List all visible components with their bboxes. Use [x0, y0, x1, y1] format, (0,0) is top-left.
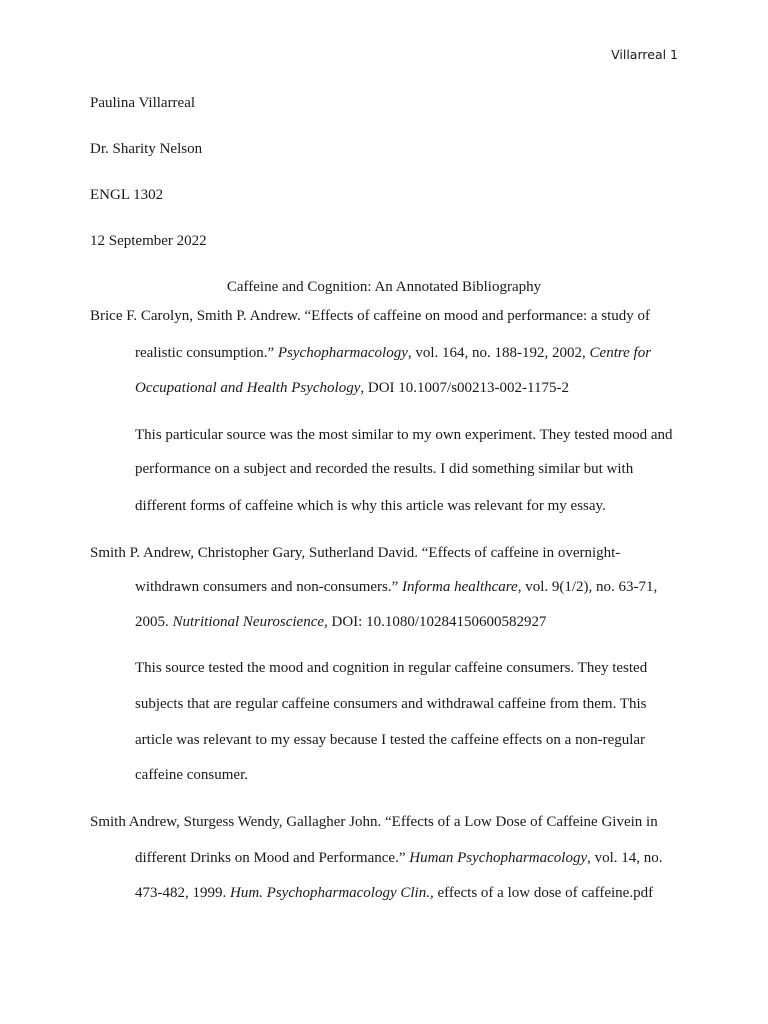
citation-run: , vol. 164, no. 188-192, 2002,	[407, 345, 590, 361]
citation-run: , DOI: 10.1080/10284150600582927	[324, 614, 547, 630]
citation-run: Brice F. Carolyn, Smith P. Andrew. “Effects of caffeine on mood and performance: a study of	[90, 308, 651, 324]
instructor-name: Dr. Sharity Nelson	[90, 141, 203, 157]
citation-run: , DOI 10.1007/s00213-002-1175-2	[360, 380, 569, 396]
entry-1-citation-line-1	[90, 307, 650, 325]
citation-run: Smith P. Andrew, Christopher Gary, Sutherland David. “Effects of caffeine in overnight-	[90, 545, 621, 561]
citation-run: , vol. 9(1/2), no. 63-71,	[517, 579, 658, 595]
entry-2-citation-line-3	[135, 613, 547, 631]
entry-2-annotation-line-3: article was relevant to my essay because I tested the caffeine effects on a non-regular	[135, 732, 646, 748]
citation-italic-run: Hum. Psychopharmacology Clin.	[230, 885, 430, 901]
citation-run: withdrawn consumers and non-consumers.”	[135, 579, 403, 595]
entry-2-annotation-line-1: This source tested the mood and cognition in regular caffeine consumers. They tested	[135, 660, 648, 676]
citation-run: 2005.	[135, 614, 173, 630]
citation-italic-run: Occupational and Health Psychology	[135, 380, 361, 396]
entry-3-citation-line-3	[135, 884, 653, 902]
citation-italic-run: Informa healthcare	[402, 579, 518, 595]
citation-run: realistic consumption.”	[135, 345, 278, 361]
entry-1-annotation-line-3: different forms of caffeine which is why this article was relevant for my essay.	[135, 498, 606, 514]
entry-2-annotation-line-2: subjects that are regular caffeine consumers and withdrawal caffeine from them. This	[135, 696, 647, 712]
entry-2-citation-line-2	[135, 578, 657, 596]
citation-run: Smith Andrew, Sturgess Wendy, Gallagher John. “Effects of a Low Dose of Caffeine Givein in	[90, 814, 658, 830]
entry-1-annotation-line-2: performance on a subject and recorded the results. I did something similar but with	[135, 461, 634, 477]
course-name: ENGL 1302	[90, 187, 164, 203]
entry-2-citation-line-1	[90, 544, 620, 562]
document-title: Caffeine and Cognition: An Annotated Bibliography	[226, 279, 542, 295]
citation-italic-run: Nutritional Neuroscience	[172, 614, 325, 630]
citation-run: 473-482, 1999.	[135, 885, 230, 901]
citation-run: , vol. 14, no.	[587, 850, 663, 866]
citation-italic-run: Human Psychopharmacology	[409, 850, 588, 866]
document-date: 12 September 2022	[90, 233, 207, 249]
citation-italic-run: Psychopharmacology	[277, 345, 408, 361]
entry-1-annotation-line-1: This particular source was the most similar to my own experiment. They tested mood and	[135, 427, 673, 443]
entry-1-citation-line-3	[135, 379, 569, 397]
entry-1-citation-line-2	[135, 344, 651, 362]
running-head: Villarreal 1	[611, 47, 678, 62]
entry-2-annotation-line-4: caffeine consumer.	[135, 767, 249, 783]
citation-run: different Drinks on Mood and Performance.”	[135, 850, 410, 866]
citation-italic-run: Centre for	[589, 345, 652, 361]
student-name: Paulina Villarreal	[90, 95, 196, 111]
citation-run: , effects of a low dose of caffeine.pdf	[429, 885, 654, 901]
entry-3-citation-line-2	[135, 849, 663, 867]
entry-3-citation-line-1	[90, 813, 658, 831]
